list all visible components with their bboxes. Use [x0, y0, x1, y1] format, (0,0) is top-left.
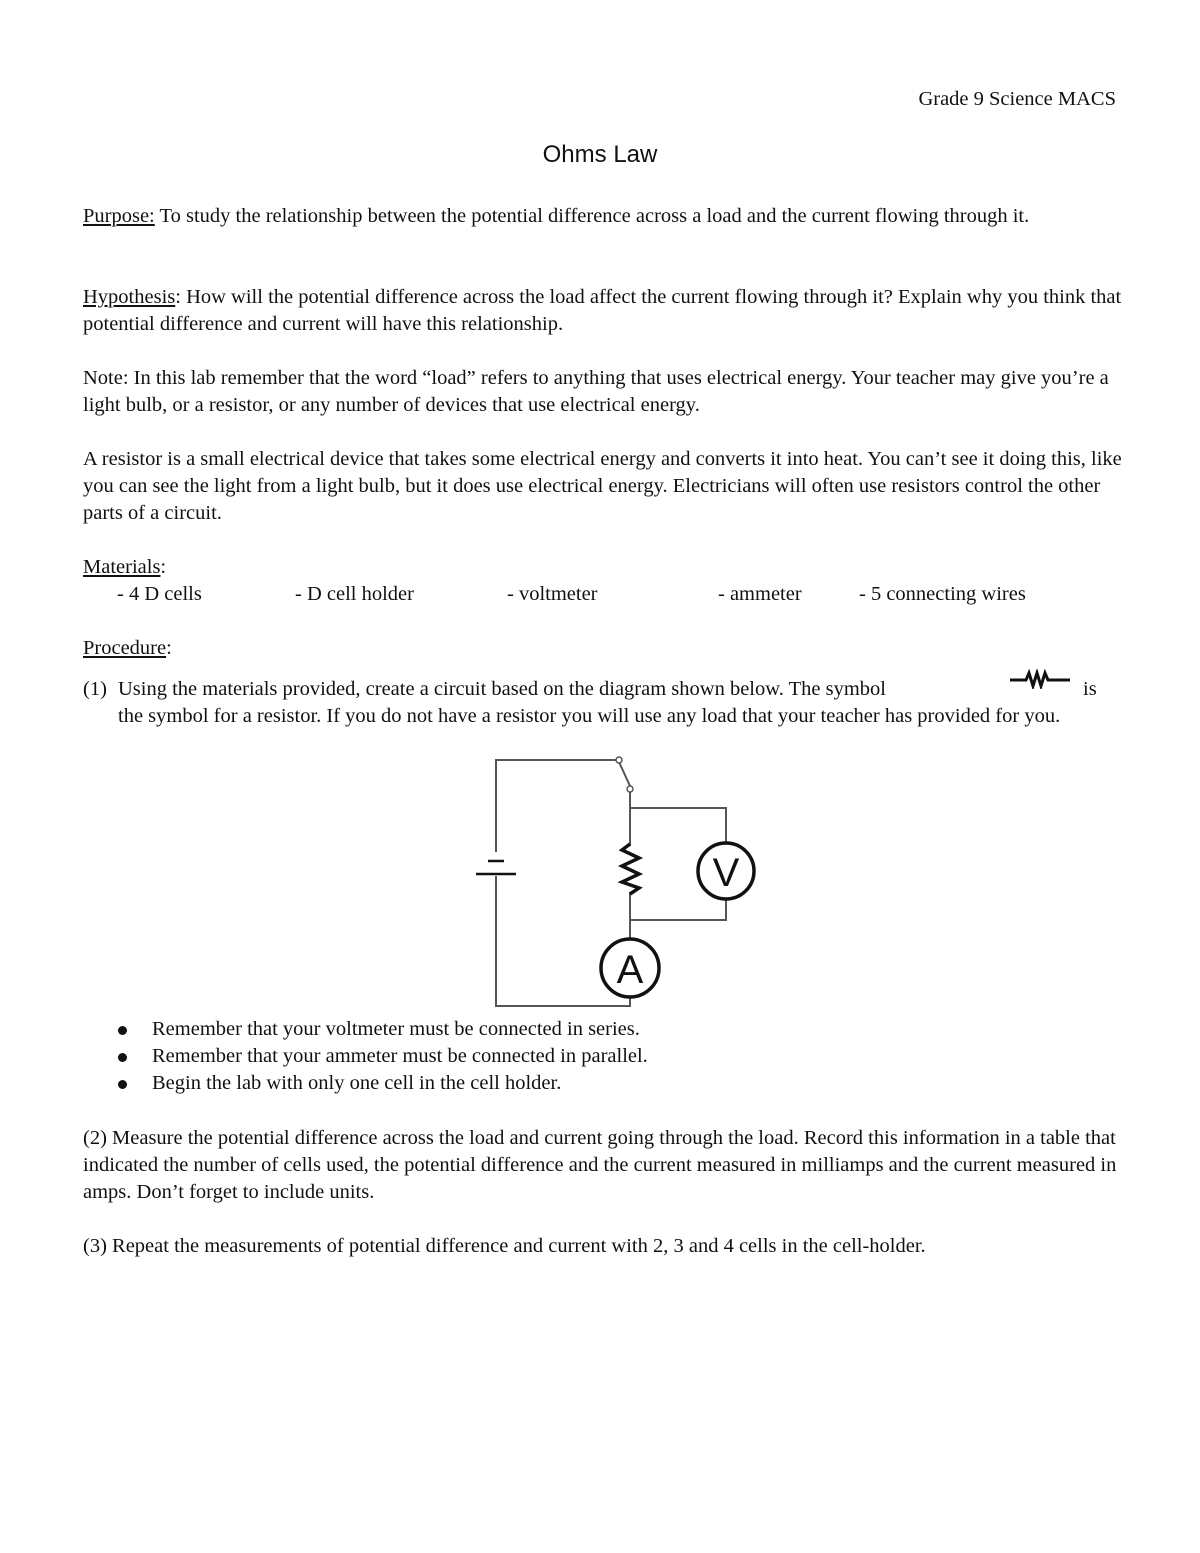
list-item [112, 1070, 1112, 1097]
reminder-text: Remember that your voltmeter must be connected in series. [152, 1018, 640, 1040]
voltmeter-wire-top [630, 808, 726, 850]
procedure-step-2: (2) Measure the potential difference across the load and current going through the load. Record this information in a table that indicated the number of cells used, the potential difference and the current measured in milliamps and the current measured in amps. Don’t forget to include units. [83, 1127, 1117, 1203]
material-item: - 5 connecting wires [859, 583, 1026, 605]
note-paragraph: Note: In this lab remember that the word “load” refers to anything that uses electrical energy. Your teacher may give you’re a light bulb, or a resistor, or any number of devices that use electrical energy. [83, 367, 1109, 416]
materials-colon: : [160, 556, 167, 578]
purpose-label: Purpose: [83, 205, 155, 227]
step-1-text: Using the materials provided, create a circuit based on the diagram shown below. The symbol [118, 678, 886, 700]
hypothesis-label: Hypothesis [83, 286, 176, 308]
page-title: Ohms Law [542, 141, 658, 168]
bullet-icon [118, 1053, 127, 1062]
material-item: - ammeter [718, 583, 802, 605]
list-item [112, 1043, 1112, 1070]
material-item: - 4 D cells [117, 583, 202, 605]
list-item [112, 1016, 1112, 1043]
bullet-icon [118, 1080, 127, 1089]
step-1-is: is [1083, 678, 1097, 700]
hypothesis-text: : How will the potential difference across the load affect the current flowing through it? Explain why you think that potential difference and current will have this relationship. [83, 286, 1122, 335]
resistor-symbol-icon [1008, 669, 1074, 689]
step-1-text-continued: the symbol for a resistor. If you do not have a resistor you will use any load that your teacher has provided for you. [118, 705, 1061, 727]
procedure-label: Procedure [83, 637, 167, 659]
reminder-text: Begin the lab with only one cell in the cell holder. [152, 1072, 562, 1094]
purpose-text: To study the relationship between the potential difference across a load and the current flowing through it. [154, 205, 1030, 227]
procedure-colon: : [166, 637, 172, 659]
material-item: - voltmeter [507, 583, 598, 605]
procedure-step-3: (3) Repeat the measurements of potential difference and current with 2, 3 and 4 cells in the cell-holder. [83, 1235, 926, 1257]
resistor-icon [622, 844, 639, 894]
procedure-reminders [112, 1016, 1112, 1097]
materials-label: Materials [83, 556, 161, 578]
switch-top-terminal [616, 757, 622, 763]
bullet-icon [118, 1026, 127, 1035]
circuit-wire-top [496, 760, 618, 852]
course-header: Grade 9 Science MACS [918, 88, 1116, 110]
circuit-diagram [470, 752, 770, 1014]
reminder-text: Remember that your ammeter must be connected in parallel. [152, 1045, 648, 1067]
procedure-heading [83, 635, 1123, 662]
materials-list [83, 581, 1123, 608]
procedure-step-1 [83, 676, 1123, 730]
material-item: - D cell holder [295, 583, 414, 605]
switch-bottom-terminal [627, 786, 633, 792]
switch-lever [619, 762, 630, 786]
step-number: (1) [83, 678, 107, 700]
ammeter-label: A [616, 948, 644, 992]
voltmeter-label: V [712, 851, 740, 895]
materials-heading [83, 554, 1123, 581]
hypothesis-paragraph [83, 284, 1123, 338]
purpose-paragraph [83, 203, 1123, 230]
resistor-info-paragraph: A resistor is a small electrical device that takes some electrical energy and converts it into heat. You can’t see it doing this, like you can see the light from a light bulb, but it does use electrical energy. Electricians will often use resistors control the other parts of a circuit. [83, 448, 1122, 524]
